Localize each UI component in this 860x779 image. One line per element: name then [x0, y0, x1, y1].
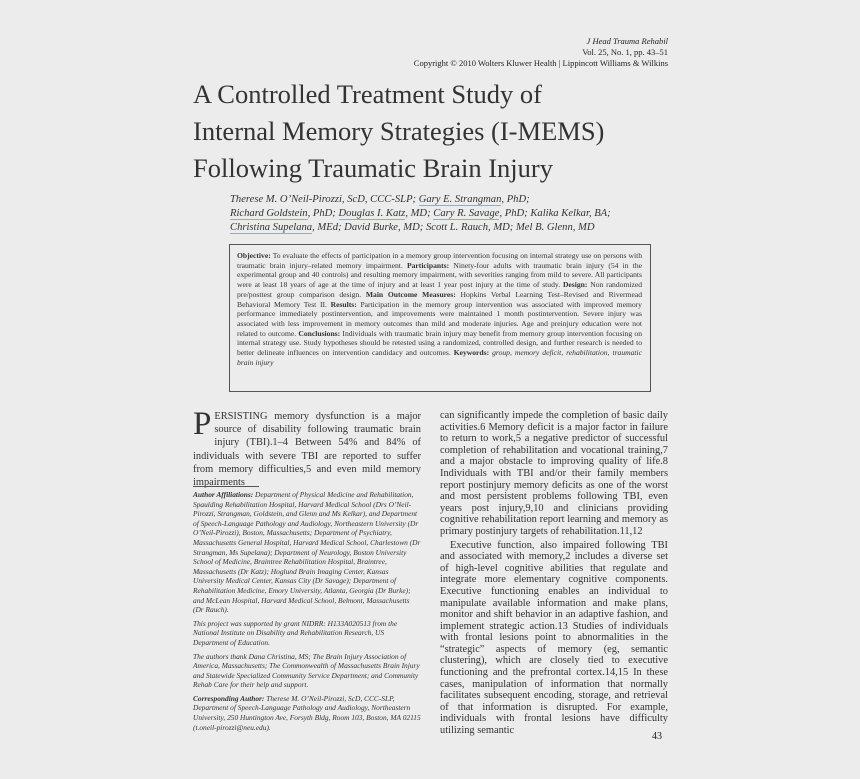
- abstract-text: [237, 251, 642, 367]
- design-label: Design:: [562, 280, 588, 290]
- journal-copyright: Copyright © 2010 Wolters Kluwer Health | Lippincott Williams & Wilkins: [413, 58, 668, 68]
- author-link-katz[interactable]: Douglas I. Katz: [338, 208, 406, 219]
- objective-text: To evaluate the effects of participation in a memory group intervention focusing on internal strategy use on persons with traumatic brain injury–related memory impairment.: [237, 251, 642, 270]
- journal-name: J Head Trauma Rehabil: [586, 36, 668, 46]
- participants-text: Ninety-four adults with traumatic brain injury (54 in the experimental group and 40 controls) and resulting memory impairment, with severities ranging from mild to severe. All participants were at least 18 years of age at the time of injury and at least 1 year post injury at the time of study.: [237, 260, 642, 290]
- author-list: [230, 193, 670, 235]
- footnote-divider: [193, 486, 259, 487]
- journal-volume: Vol. 25, No. 1, pp. 43–51: [582, 47, 668, 57]
- body-paragraph: Executive function, also impaired following TBI and associated with memory,2 includes a diverse set of high-level cognitive abilities that regulate and integrate more elementary cognitive components. Executive functioning enables an individual to manipulate available information and make plans, monitor and shift behavior in an adaptive fashion, and implement strategic action.13 Studies of individuals with frontal lesions point to abnormalities in the “strategic” aspects of memory (eg, semantic clustering), which are closely tied to executive functioning and the prefrontal cortex.14,15 In these cases, manipulation of information that normally facilitates subsequent encoding, storage, and retrieval of that information is disrupted. For example, individuals with frontal lesions have difficulty utilizing semantic: [440, 539, 668, 737]
- funding-note: This project was supported by grant NIDRR: H133A020513 from the National Institute on Disability and Rehabilitation Research, US Department of Education.: [193, 618, 398, 647]
- measures-label: Main Outcome Measures:: [365, 289, 456, 299]
- author-line-2: [230, 207, 670, 221]
- body-left-text: ERSISTING memory dysfunction is a major source of disability following traumatic brain injury (TBI).1–4 Between 54% and 84% of individuals with severe TBI are reported to suffer from memory difficulties,5 and even mild memory impairments: [193, 411, 421, 489]
- author-line-1: [230, 193, 670, 207]
- title-line-1: A Controlled Treatment Study of: [193, 79, 542, 109]
- conclusions-text: Individuals with traumatic brain injury may benefit from memory group intervention focusing on internal strategy use. Study hypotheses should be retested using a randomized, controlled design, and further research is needed to better delineate influences on intervention candidacy and outcomes.: [237, 328, 642, 358]
- body-right-column: [440, 410, 668, 737]
- author-link-supelana[interactable]: Christina Supelana: [230, 222, 313, 233]
- author-link-savage[interactable]: Cary R. Savage: [433, 208, 500, 219]
- conclusions-label: Conclusions:: [298, 328, 341, 338]
- measures-text: Hopkins Verbal Learning Test–Revised and Rivermead Behavioral Memory Test II.: [237, 289, 642, 309]
- body-left-column: [193, 406, 421, 489]
- author-line-3: [230, 221, 670, 235]
- author-affiliations: [193, 490, 421, 615]
- footnotes: [193, 490, 421, 736]
- results-text: Participation in the memory group intervention was associated with improved memory performance immediately postintervention, and improvements were maintained 1 month postintervention. Severe injury was associated with less improvement in memory outcomes than mild and moderate injuries. Age and preinjury education were not related to outcome.: [237, 299, 642, 338]
- author-link-strangman[interactable]: Gary E. Strangman: [418, 194, 502, 205]
- results-label: Results:: [330, 299, 357, 309]
- drop-cap: P: [193, 406, 212, 442]
- author-link-goldstein[interactable]: Richard Goldstein: [230, 208, 308, 219]
- journal-header: [308, 36, 668, 69]
- author-suffix: , PhD;: [501, 194, 530, 205]
- author-suffix: , MD;: [405, 208, 434, 219]
- title-line-3: Following Traumatic Brain Injury: [193, 153, 553, 183]
- corresponding-author: [193, 694, 421, 732]
- keywords-text: group, memory deficit, rehabilitation, traumatic brain injury: [237, 348, 643, 367]
- keywords-label: Keywords:: [453, 348, 490, 358]
- page-number: 43: [652, 731, 662, 742]
- title-line-2: Internal Memory Strategies (I-MEMS): [193, 116, 605, 146]
- design-text: Non randomized pre/posttest group comparison design.: [237, 280, 643, 299]
- author-suffix: , MEd; David Burke, MD; Scott L. Rauch, MD; Mel B. Glenn, MD: [312, 222, 595, 233]
- affiliations-label: Author Affiliations:: [193, 490, 254, 499]
- body-paragraph: can significantly impede the completion of basic daily activities.6 Memory deficit is a major factor in failure to return to work,5 a negative predictor of successful completion of rehabilitation and vocational training,7 and a major obstacle to improving quality of life.8 Individuals with TBI and/or their family members report postinjury memory deficits as one of the worst and most persistent problems following TBI, even years post injury,9,10 and clinicians providing cognitive rehabilitation report learning and memory as primary postinjury targets of rehabilitation.11,12: [440, 410, 668, 537]
- affiliations-text: Department of Physical Medicine and Rehabilitation, Spaulding Rehabilitation Hospital, Harvard Medical School (Drs O’Neil-Pirozzi, Strangman, Goldstein, and Glenn and Ms Kelkar), and Department of Speech-Language Pathology and Audiology, Northeastern University (Dr O’Neil-Pirozzi), Boston, Massachusetts; Department of Psychiatry, Massachusetts General Hospital, Harvard Medical School, Charlestown (Dr Strangman, Ms Supelana); Department of Neurology, Boston University School of Medicine, Braintree Rehabilitation Hospital, Braintree, Massachusetts (Dr Katz); Hoglund Brain Imaging Center, Kansas University Medical Center, Kansas City (Dr Savage); Department of Rehabilitation Medicine, Emory University, Atlanta, Georgia (Dr Burke); and McLean Hospital, Harvard Medical School, Belmont, Massachusetts (Dr Rauch).: [193, 490, 421, 615]
- acknowledgements: The authors thank Dana Christina, MS; The Brain Injury Association of America, Massachusetts; The Commonwealth of Massachusetts Brain Injury and Statewide Specialized Community Service Department; and Community Rehab Care for their help and support.: [193, 651, 420, 690]
- corresponding-label: Corresponding Author:: [193, 693, 265, 703]
- author-suffix: , PhD;: [307, 208, 339, 219]
- participants-label: Participants:: [406, 260, 450, 270]
- objective-label: Objective:: [237, 251, 271, 260]
- author-oneil-pirozzi: Therese M. O’Neil-Pirozzi, ScD, CCC-SLP;: [230, 194, 419, 205]
- abstract-box: [229, 244, 651, 392]
- article-title: [193, 76, 673, 187]
- corresponding-text: Therese M. O’Neil-Pirozzi, ScD, CCC-SLP, Department of Speech-Language Pathology and Audiology, Northeastern University, 250 Huntington Ave, Forsyth Bldg, Room 103, Boston, MA 02115 (t.oneil-pirozzi@neu.edu).: [193, 693, 421, 732]
- author-suffix: , PhD; Kalika Kelkar, BA;: [499, 208, 611, 219]
